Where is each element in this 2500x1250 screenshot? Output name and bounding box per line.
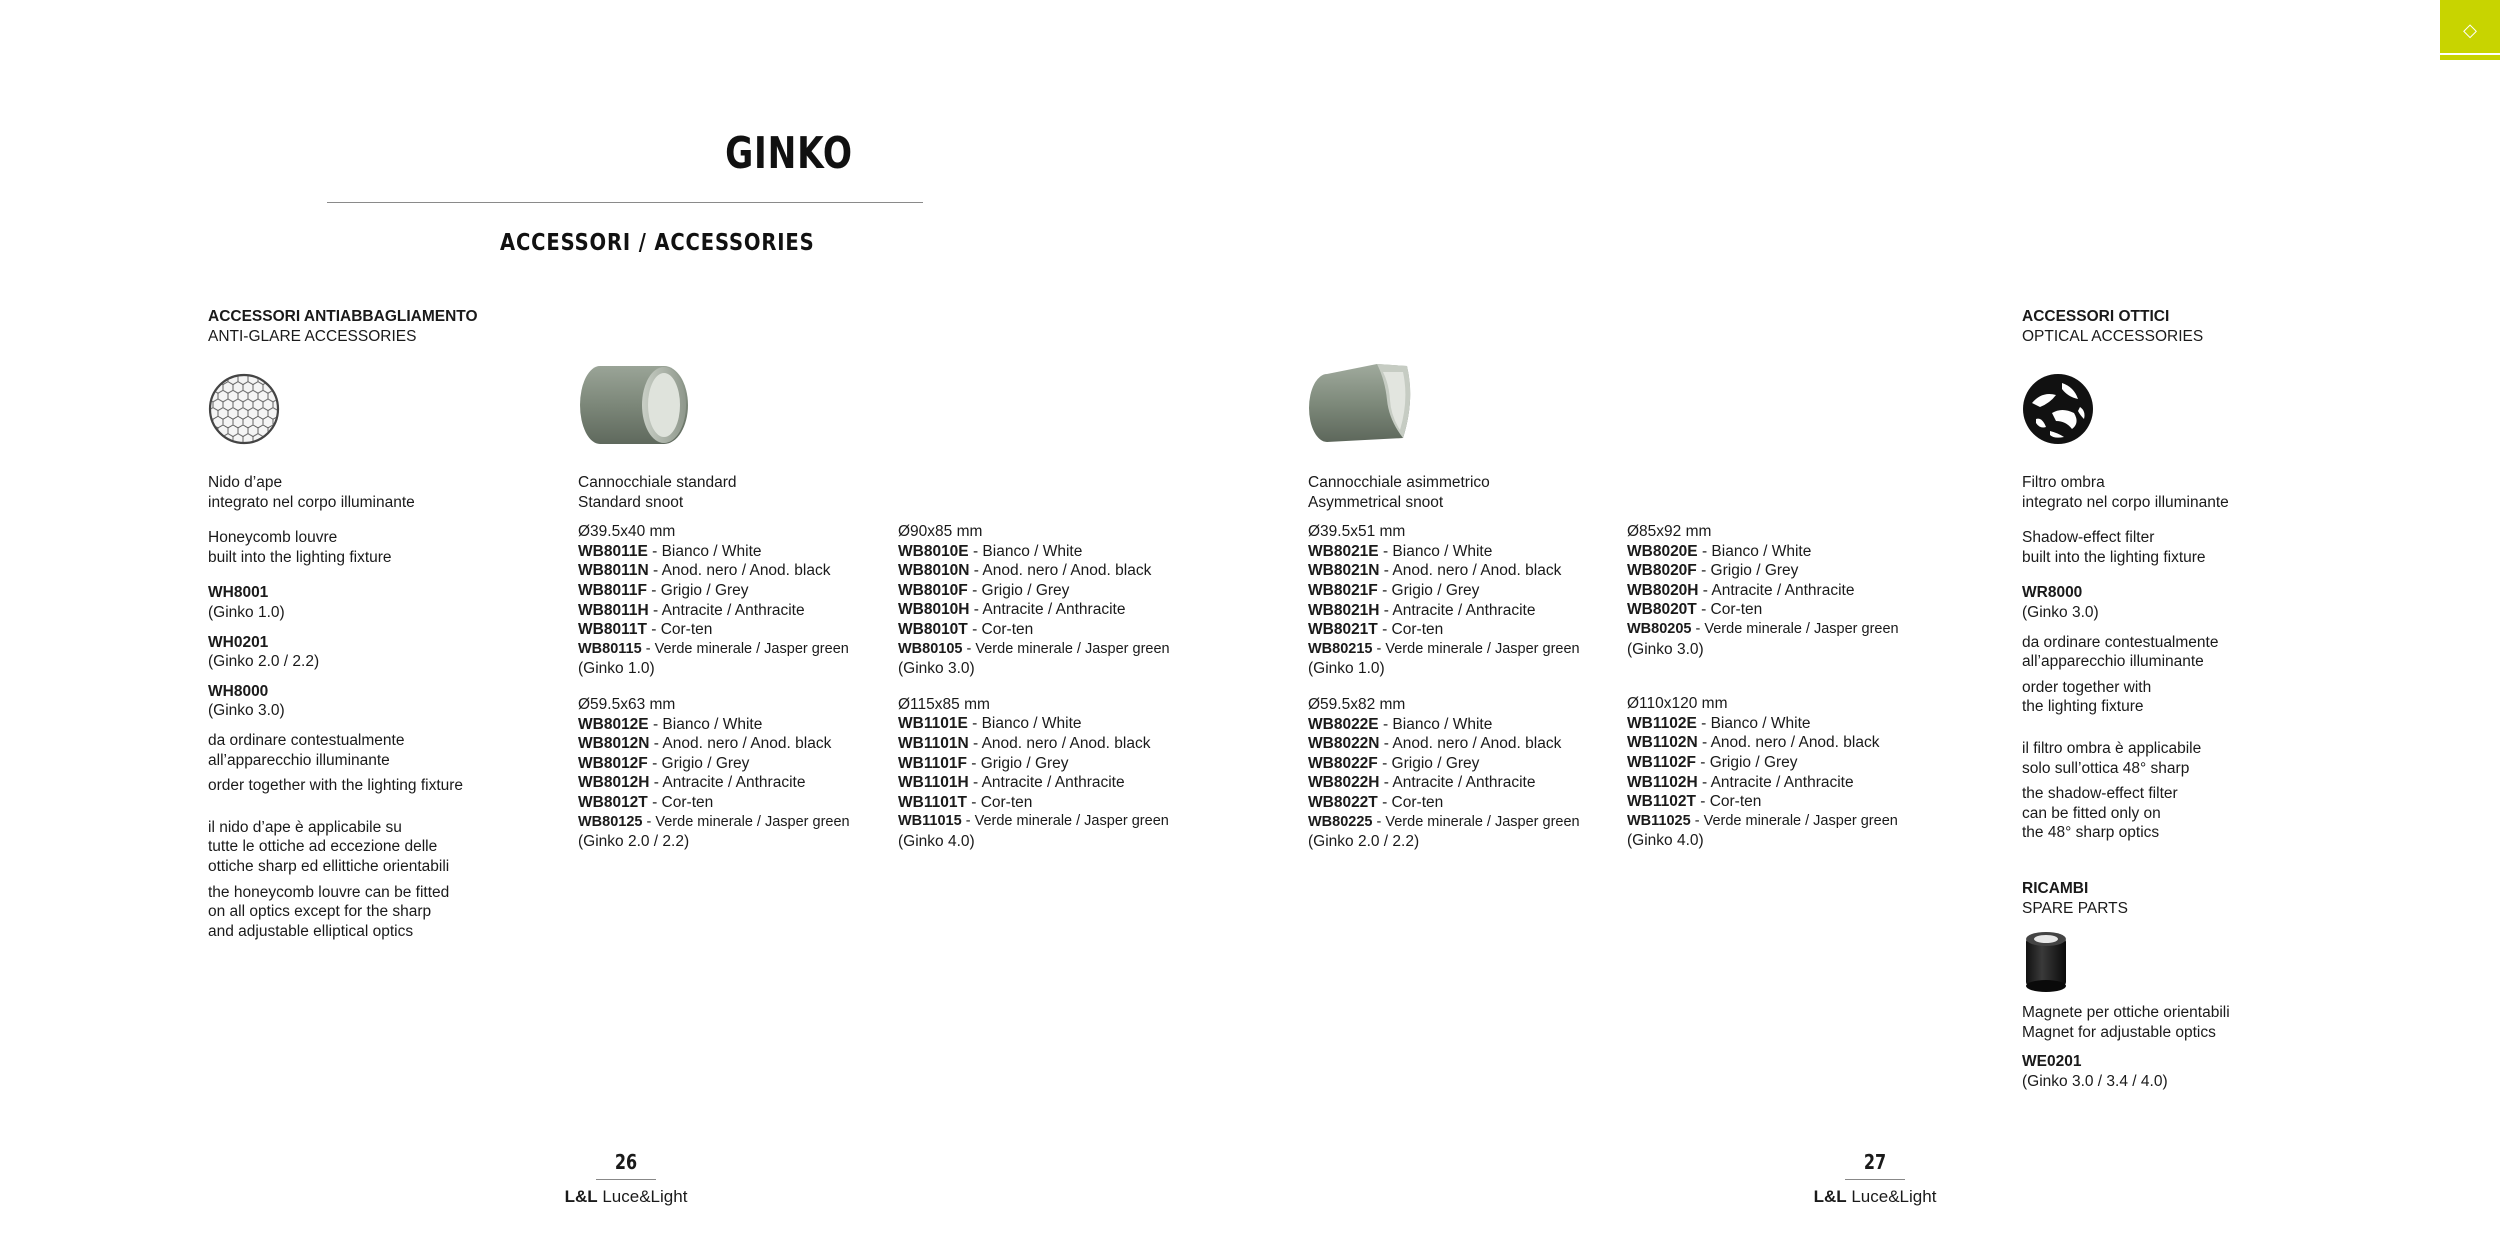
spare-fit: (Ginko 3.0 / 3.4 / 4.0) <box>2022 1072 2168 1090</box>
order-en: order together with the lighting fixture <box>208 777 464 795</box>
variant-row: WB8022H - Antracite / Anthracite <box>1308 774 1536 792</box>
name-en: Standard snoot <box>578 493 684 511</box>
antiglare-column <box>208 307 508 346</box>
note-en: on all optics except for the sharp <box>208 903 432 921</box>
item-code: WH8001 <box>208 584 269 602</box>
variant-row: WB1101T - Cor-ten <box>898 793 1033 811</box>
size: Ø39.5x51 mm <box>1308 523 1406 541</box>
size: Ø110x120 mm <box>1627 695 1728 713</box>
asymmetrical-snoot-column <box>1308 473 1608 852</box>
optical-column-header <box>2022 307 2322 346</box>
variant-row: WB8020H - Antracite / Anthracite <box>1627 581 1855 599</box>
fit: (Ginko 4.0) <box>1627 832 1704 850</box>
variant-row: WB80115 - Verde minerale / Jasper green <box>578 640 849 657</box>
size: Ø115x85 mm <box>898 695 990 713</box>
page-title: GINKO <box>725 128 853 179</box>
asymmetrical-snoot-icon <box>1307 360 1415 446</box>
fit: (Ginko 3.0) <box>898 660 975 678</box>
name-it-1: Nido d’ape <box>208 474 283 491</box>
note-en: can be fitted only on <box>2022 804 2161 822</box>
variant-row: WB8012T - Cor-ten <box>578 793 714 811</box>
variant-row: WB8020T - Cor-ten <box>1627 601 1763 619</box>
fit: (Ginko 2.0 / 2.2) <box>1308 833 1420 851</box>
variant-row: WB8012F - Grigio / Grey <box>578 754 750 772</box>
diamond-icon: ◇ <box>2463 20 2477 40</box>
variant-row: WB8020F - Grigio / Grey <box>1627 562 1799 580</box>
variant-row: WB8011E - Bianco / White <box>578 542 762 560</box>
fit: (Ginko 2.0 / 2.2) <box>578 833 690 851</box>
name-it-1: Filtro ombra <box>2022 474 2105 491</box>
variant-row: WB8011H - Antracite / Anthracite <box>578 601 805 619</box>
section-subtitle: SPARE PARTS <box>2022 899 2128 917</box>
section-title: RICAMBI <box>2022 880 2089 897</box>
variant-row: WB8020E - Bianco / White <box>1627 542 1812 560</box>
name-en-1: Shadow-effect filter <box>2022 529 2155 547</box>
honeycomb-description <box>208 473 508 941</box>
fit: (Ginko 1.0) <box>1308 660 1385 678</box>
fit: (Ginko 3.0) <box>1627 640 1704 658</box>
spare-it: Magnete per ottiche orientabili <box>2022 1004 2230 1021</box>
order-it-1: da ordinare contestualmente <box>208 731 405 749</box>
order-it-2: all’apparecchio illuminante <box>2022 653 2204 671</box>
variant-row: WB11025 - Verde minerale / Jasper green <box>1627 812 1898 829</box>
fit: (Ginko 1.0) <box>578 660 655 678</box>
item-fit: (Ginko 3.0) <box>2022 603 2099 621</box>
variant-row: WB80215 - Verde minerale / Jasper green <box>1308 640 1580 657</box>
name-en-1: Honeycomb louvre <box>208 529 338 547</box>
note-it: solo sull’ottica 48° sharp <box>2022 759 2190 777</box>
variant-row: WB8021H - Antracite / Anthracite <box>1308 601 1536 619</box>
magnet-icon <box>2022 928 2070 994</box>
variant-row: WB8010E - Bianco / White <box>898 542 1083 560</box>
variant-row: WB8021N - Anod. nero / Anod. black <box>1308 562 1562 580</box>
variant-row: WB8021E - Bianco / White <box>1308 542 1493 560</box>
variant-row: WB8011F - Grigio / Grey <box>578 581 749 599</box>
size: Ø85x92 mm <box>1627 523 1712 540</box>
variant-row: WB8010N - Anod. nero / Anod. black <box>898 562 1152 580</box>
size: Ø59.5x63 mm <box>578 695 676 713</box>
item-fit: (Ginko 2.0 / 2.2) <box>208 653 320 671</box>
standard-snoot-column <box>578 473 878 852</box>
note-it: ottiche sharp ed ellittiche orientabili <box>208 857 450 875</box>
title-rule <box>327 202 923 203</box>
variant-row: WB1101H - Antracite / Anthracite <box>898 774 1125 792</box>
name-it-2: integrato nel corpo illuminante <box>2022 493 2229 511</box>
variant-row: WB1102F - Grigio / Grey <box>1627 753 1798 771</box>
variant-row: WB1101F - Grigio / Grey <box>898 754 1069 772</box>
variant-row: WB8021T - Cor-ten <box>1308 621 1444 639</box>
variant-row: WB1101N - Anod. nero / Anod. black <box>898 734 1151 752</box>
variant-row: WB8011T - Cor-ten <box>578 621 713 639</box>
variant-row: WB80225 - Verde minerale / Jasper green <box>1308 813 1580 830</box>
section-subtitle: ANTI-GLARE ACCESSORIES <box>208 327 417 345</box>
section-tab[interactable] <box>2440 0 2500 60</box>
section-title: ACCESSORI ANTIABBAGLIAMENTO <box>208 308 478 325</box>
variant-row: WB80105 - Verde minerale / Jasper green <box>898 640 1170 657</box>
variant-row: WB1102T - Cor-ten <box>1627 793 1762 811</box>
note-it: tutte le ottiche ad eccezione delle <box>208 838 438 856</box>
spare-code: WE0201 <box>2022 1053 2082 1071</box>
variant-row: WB8021F - Grigio / Grey <box>1308 581 1480 599</box>
order-it-2: all’apparecchio illuminante <box>208 751 390 769</box>
order-it-1: da ordinare contestualmente <box>2022 633 2219 651</box>
variant-row: WB11015 - Verde minerale / Jasper green <box>898 813 1169 830</box>
variant-row: WB80205 - Verde minerale / Jasper green <box>1627 620 1899 637</box>
page-number-right: 27 <box>1863 1150 1887 1174</box>
variant-row: WB1102H - Antracite / Anthracite <box>1627 773 1854 791</box>
fit: (Ginko 4.0) <box>898 832 975 850</box>
size: Ø90x85 mm <box>898 523 983 540</box>
name-it: Cannocchiale standard <box>578 474 737 491</box>
page-number-rule <box>1845 1179 1905 1180</box>
variant-row: WB8010F - Grigio / Grey <box>898 581 1070 599</box>
variant-row: WB8010H - Antracite / Anthracite <box>898 601 1126 619</box>
variant-row: WB8022E - Bianco / White <box>1308 715 1493 733</box>
order-en-2: the lighting fixture <box>2022 698 2144 716</box>
name-en-2: built into the lighting fixture <box>208 548 392 566</box>
size: Ø39.5x40 mm <box>578 523 676 541</box>
item-fit: (Ginko 1.0) <box>208 603 285 621</box>
variant-row: WB1101E - Bianco / White <box>898 715 1082 733</box>
variant-row: WB8012N - Anod. nero / Anod. black <box>578 735 832 753</box>
note-en: the 48° sharp optics <box>2022 824 2160 842</box>
standard-snoot-column-2 <box>898 522 1198 852</box>
note-it: il nido d’ape è applicabile su <box>208 818 402 836</box>
variant-row: WB8012E - Bianco / White <box>578 715 763 733</box>
variant-row: WB8011N - Anod. nero / Anod. black <box>578 562 831 580</box>
name-en-2: built into the lighting fixture <box>2022 548 2206 566</box>
honeycomb-icon <box>208 373 280 445</box>
page-subtitle: ACCESSORI / ACCESSORIES <box>500 230 815 256</box>
variant-row: WB8012H - Antracite / Anthracite <box>578 774 806 792</box>
item-code: WH8000 <box>208 682 269 700</box>
variant-row: WB1102N - Anod. nero / Anod. black <box>1627 734 1880 752</box>
note-it: il filtro ombra è applicabile <box>2022 739 2202 757</box>
brand-left: L&L Luce&Light <box>564 1187 688 1206</box>
spare-parts-column <box>2022 1003 2322 1091</box>
page-number-rule <box>596 1179 656 1180</box>
note-en: the honeycomb louvre can be fitted <box>208 883 450 901</box>
name-it-2: integrato nel corpo illuminante <box>208 493 415 511</box>
order-en-1: order together with <box>2022 678 2152 696</box>
size: Ø59.5x82 mm <box>1308 695 1406 713</box>
page-number-left: 26 <box>614 1150 638 1174</box>
shadow-filter-icon <box>2022 373 2094 445</box>
section-title: ACCESSORI OTTICI <box>2022 308 2170 325</box>
brand-right: L&L Luce&Light <box>1813 1187 1937 1206</box>
variant-row: WB8022F - Grigio / Grey <box>1308 754 1480 772</box>
item-fit: (Ginko 3.0) <box>208 702 285 720</box>
variant-row: WB8010T - Cor-ten <box>898 620 1034 638</box>
standard-snoot-icon <box>578 364 690 446</box>
note-en: the shadow-effect filter <box>2022 785 2178 803</box>
item-code: WH0201 <box>208 633 269 651</box>
variant-row: WB80125 - Verde minerale / Jasper green <box>578 813 850 830</box>
variant-row: WB8022N - Anod. nero / Anod. black <box>1308 735 1562 753</box>
spare-parts-header <box>2022 879 2322 918</box>
variant-row: WB1102E - Bianco / White <box>1627 714 1811 732</box>
note-en: and adjustable elliptical optics <box>208 922 414 940</box>
name-it: Cannocchiale asimmetrico <box>1308 474 1490 491</box>
tab-underline <box>2440 53 2500 55</box>
asymmetrical-snoot-column-2 <box>1627 522 1927 851</box>
item-code: WR8000 <box>2022 584 2083 602</box>
variant-row: WB8022T - Cor-ten <box>1308 793 1444 811</box>
name-en: Asymmetrical snoot <box>1308 493 1444 511</box>
section-subtitle: OPTICAL ACCESSORIES <box>2022 327 2204 345</box>
optical-column <box>2022 473 2322 843</box>
spare-en: Magnet for adjustable optics <box>2022 1023 2216 1041</box>
